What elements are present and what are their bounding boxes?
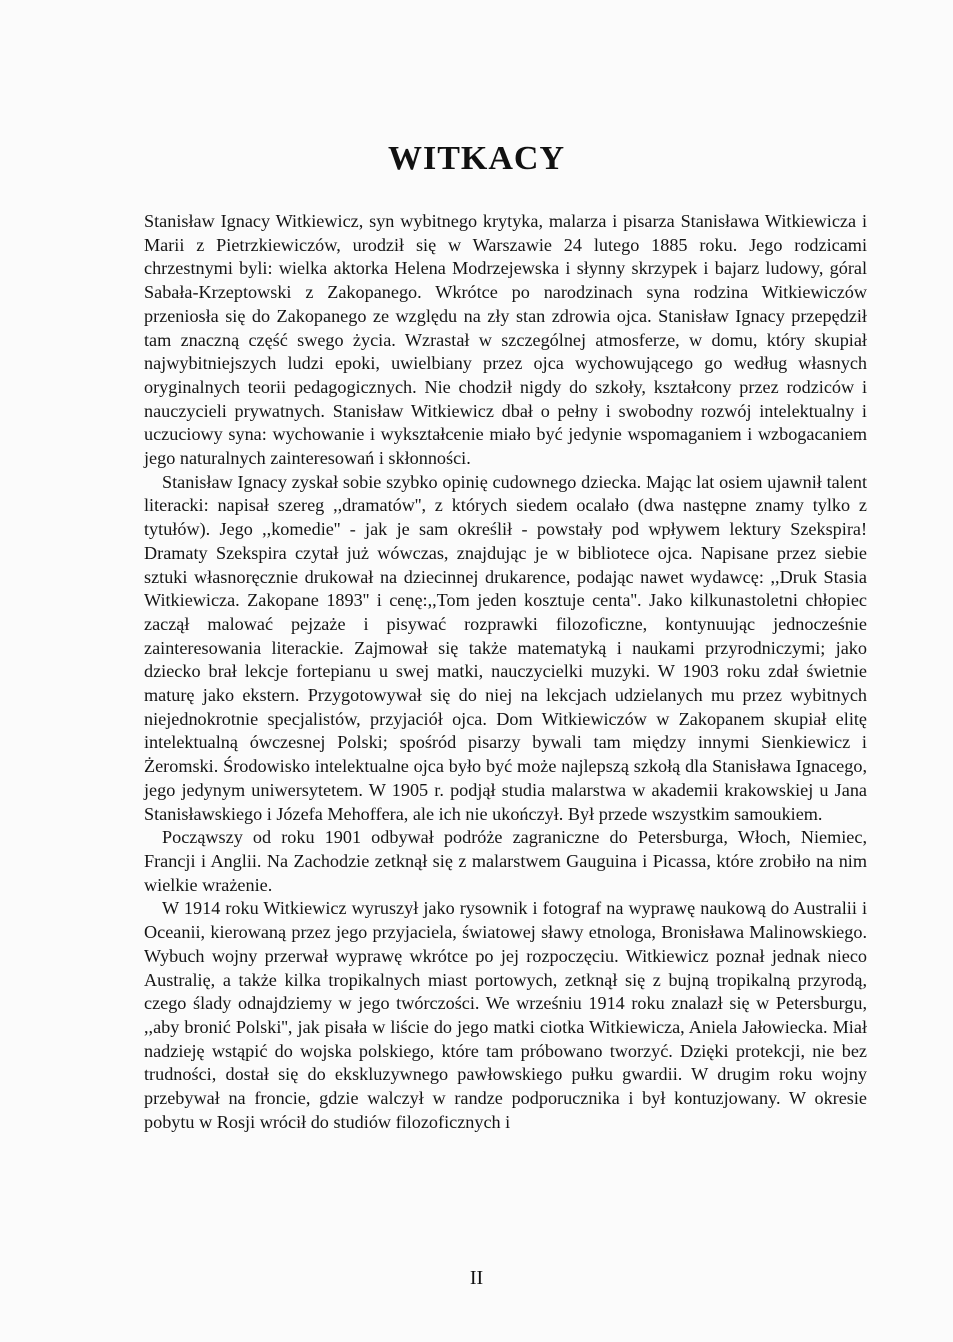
paragraph-1: Stanisław Ignacy Witkiewicz, syn wybitnego krytyka, malarza i pisarza Stanisława Witkiewicza i Marii z Pietrzkiewiczów, urodził się w Warszawie 24 lutego 1885 roku. Jego rodzicami chrzestnymi byli: wielka aktorka Helena Modrzejewska i słynny skrzypek i bajarz ludowy, góral Sabała-Krzeptowski z Zakopanego. Wkrótce po narodzinach syna rodzina Witkiewiczów przeniosła się do Zakopanego ze względu na zły stan zdrowia ojca. Stanisław Ignacy przepędził tam znaczną część swego życia. Wzrastał w szczególnej atmosferze, w domu, który skupiał najwybitniejszych ludzi epoki, uwielbiany przez ojca wychowującego go według własnych oryginalnych teorii pedagogicznych. Nie chodził nigdy do szkoły, kształcony przez rodziców i nauczycieli prywatnych. Stanisław Witkiewicz dbał o pełny i swobodny rozwój intelektualny i uczuciowy syna: wychowanie i wykształcenie miało być jedynie wspomaganiem i wzbogacaniem jego naturalnych zainteresowań i skłonności. [144,211,867,469]
body-text [144,210,867,1134]
page-title: WITKACY [387,140,566,177]
page-number: II [469,1267,484,1289]
paragraph-2: Stanisław Ignacy zyskał sobie szybko opinię cudownego dziecka. Mając lat osiem ujawnił talent literacki: napisał szereg ,,dramatów'', z których siedem ocalało (dwa następne znamy tylko z tytułów). Jego ,,komedie'' - jak je sam określił - powstały pod wpływem lektury Szekspira! Dramaty Szekspira czytał już wówczas, znajdując je w bibliotece ojca. Napisane przez siebie sztuki własnoręcznie drukował na dziecinnej drukarence, podając nawet wydawcę: ,,Druk Stasia Witkiewicza. Zakopane 1893'' i cenę:,,Tom jeden kosztuje centa''. Jako kilkunastoletni chłopiec zaczął malować pejzaże i pisywać rozprawki filozoficzne, kontynuując jednocześnie zainteresowania literackie. Zajmował się także matematyką i naukami przyrodniczymi; jako dziecko brał lekcje fortepianu u swej matki, nauczycielki muzyki. W 1903 roku zdał świetnie maturę jako ekstern. Przygotowywał się do niej na lekcjach udzielanych mu przez wybitnych niejednokrotnie specjalistów, przyjaciół ojca. Dom Witkiewiczów w Zakopanem skupiał elitę intelektualną ówczesnej Polski; spośród pisarzy bywali tam między innymi Sienkiewicz i Żeromski. Środowisko intelektualne ojca było być może najlepszą szkołą dla Stanisława Ignacego, jego jedynym uniwersytetem. W 1905 r. podjął studia malarstwa w akademii krakowskiej u Jana Stanisławskiego i Józefa Mehoffera, ale ich nie ukończył. Był przede wszystkim samoukiem. [144,471,867,824]
paragraph-3: Począwszy od roku 1901 odbywał podróże zagraniczne do Petersburga, Włoch, Niemiec, Francji i Anglii. Na Zachodzie zetknął się z malarstwem Gauguina i Picassa, które zrobiło na nim wielkie wrażenie. [144,827,867,895]
paragraph-4: W 1914 roku Witkiewicz wyruszył jako rysownik i fotograf na wyprawę naukową do Australii i Oceanii, kierowaną przez jego przyjaciela, światowej sławy etnologa, Bronisława Malinowskiego. Wybuch wojny przerwał wyprawę wkrótce po jej rozpoczęciu. Witkiewicz poznał jednak nieco Australię, a także kilka tropikalnych miast portowych, zetknął się z bujną tropikalną przyrodą, czego ślady odnajdziemy w jego twórczości. We wrześniu 1914 roku znalazł się w Petersburgu, ,,aby bronić Polski'', jak pisała w liście do jego matki ciotka Witkiewicza, Aniela Jałowiecka. Miał nadzieję wstąpić do wojska polskiego, które tam próbowano tworzyć. Dzięki protekcji, nie bez trudności, dostał się do ekskluzywnego pawłowskiego pułku gwardii. W drugim roku wojny przebywał na froncie, gdzie walczył w randze podporucznika i był kontuzjowany. W okresie pobytu w Rosji wrócił do studiów filozoficznych i [144,898,867,1132]
